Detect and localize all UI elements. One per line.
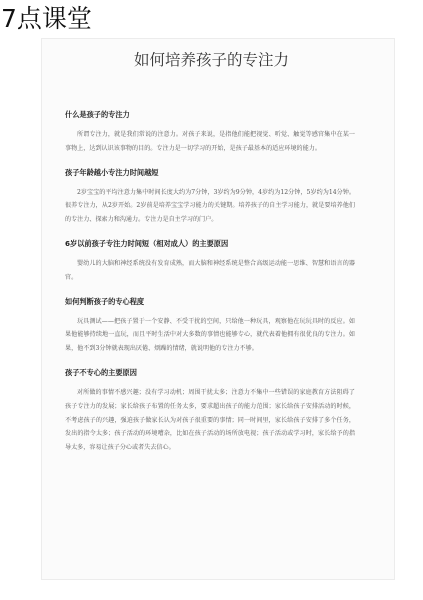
document-body (65, 110, 355, 467)
section-distraction-causes (65, 368, 355, 455)
section-paragraph: 对所做的事情不感兴趣；没有学习动机；周围干扰太多；注意力不集中一些错误的家庭教育方法阻碍了孩子专注力的发展；家长给孩子布置的任务太多，要求超出孩子的能力范围；家长给孩子安排活动的时候，不考虑孩子的兴趣，强迫孩子做家长认为对孩子很重要的事情；同一时间里，家长给孩子安排了多个任务，发出的指令太多；孩子活动的环境嘈杂，比如在孩子活动的场所放电视；孩子活动或学习时，家长给予的指导太多，容易让孩子分心或者失去信心。 (65, 388, 355, 452)
section-paragraph: 所谓专注力，就是我们常说的注意力。对孩子来说，是指他们能把视觉、听觉、触觉等感官集中在某一事物上，达到认识该事物的目的。专注力是一切学习的开始，是孩子最基本的适应环境的能力。 (65, 131, 355, 152)
section-heading: 如何判断孩子的专心程度 (65, 296, 145, 306)
section-heading: 什么是孩子的专注力 (65, 110, 130, 119)
section-what-is-focus (65, 110, 355, 156)
section-age-and-duration (65, 168, 355, 227)
section-paragraph: 2岁宝宝的平均注意力集中时间长度大约为7分钟，3岁约为9分钟，4岁约为12分钟，5岁约为14分钟。很养专注力，从2岁开始。2岁前是培养宝宝学习能力的关键期。培养孩子的自主学习能力，就是要培养他们的专注力、探索力和沟通力。专注力是自主学习的门户。 (65, 188, 355, 224)
section-paragraph: 玩具测试——把孩子置于一个安静、不受干扰的空间，只给他一种玩具，观察他在玩玩具时的反应。如果他能够持续地一直玩，而且平时生活中对大多数的事情也能够专心，就代表着他拥有很优良的专注力。如果，他不到3分钟就表现出厌倦、烦躁的情绪，就说明他的专注力不够。 (65, 317, 355, 353)
section-heading: 孩子年龄越小专注力时间越短 (65, 167, 159, 177)
section-heading: 6岁以前孩子专注力时间短（相对成人）的主要原因 (65, 238, 229, 248)
document-title: 如何培养孩子的专注力 (133, 51, 289, 69)
section-main-reason (65, 239, 355, 285)
section-how-to-judge (65, 297, 355, 356)
page-title: 7点课堂 (1, 4, 92, 33)
section-heading: 孩子不专心的主要原因 (65, 367, 137, 377)
section-paragraph: 婴幼儿的大脑和神经系统没有发育成熟，而大脑和神经系统是整合高级运动能一思维、智慧和语言的器官。 (65, 259, 355, 281)
